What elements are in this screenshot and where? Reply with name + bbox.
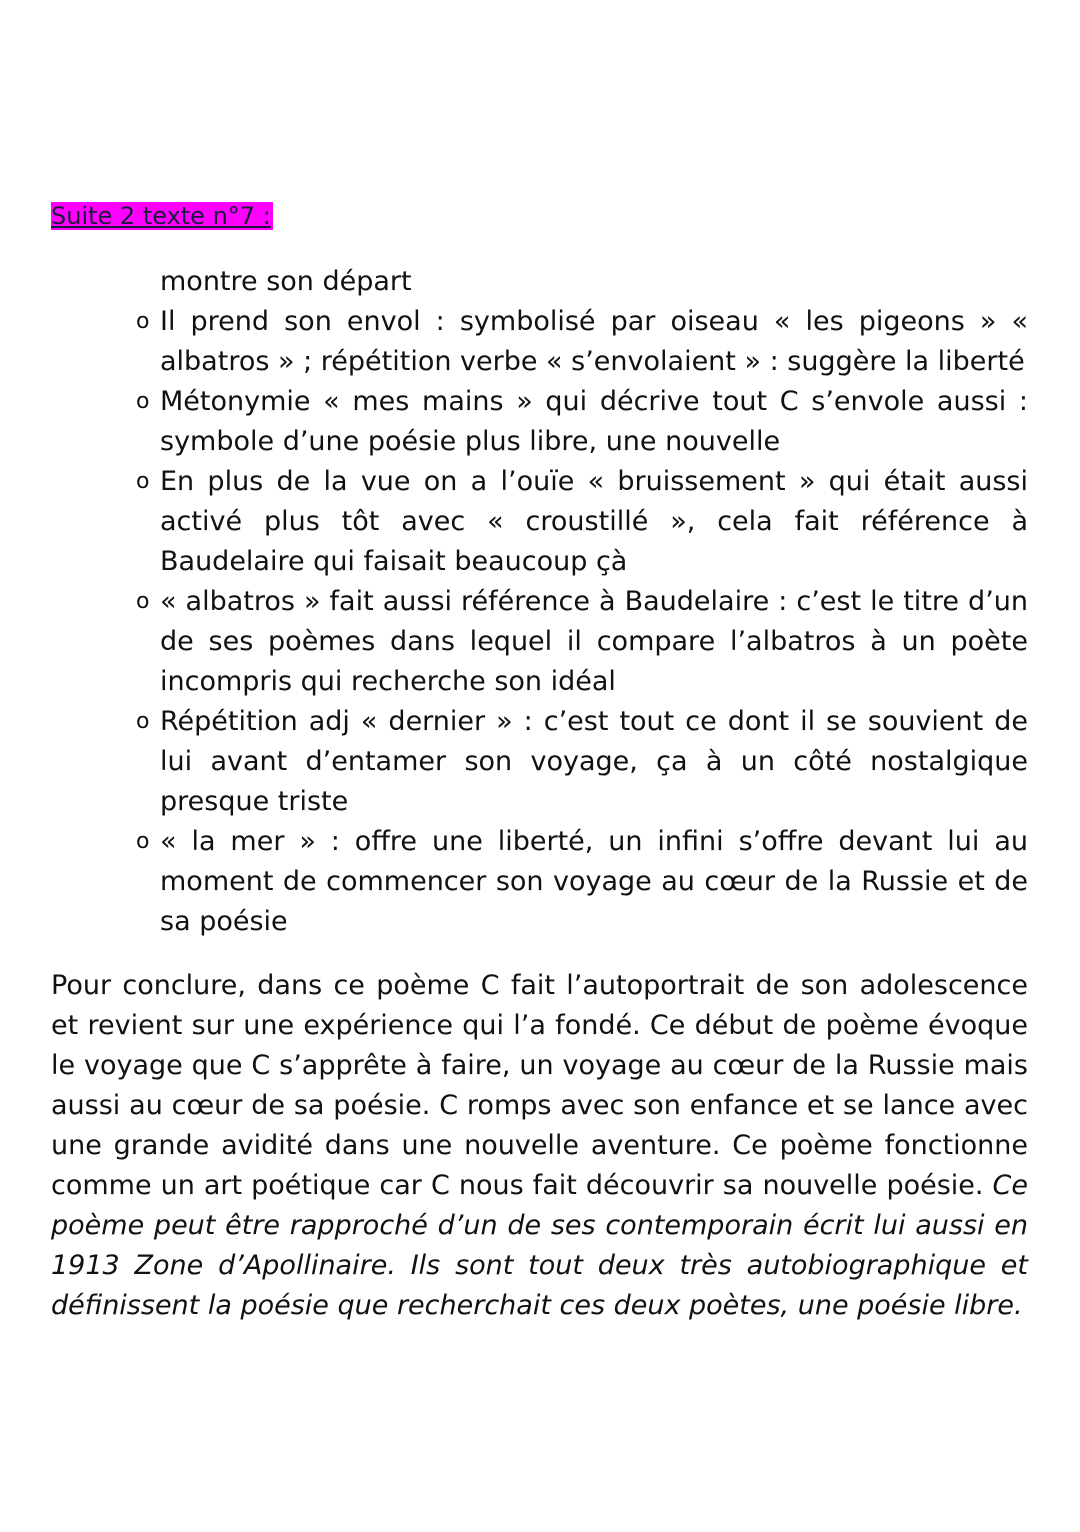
list-item-text: Métonymie « mes mains » qui décrive tout C s’envole aussi : symbole d’une poésie plus libre, une nouvelle: [160, 386, 1028, 457]
conclusion-text: Pour conclure, dans ce poème C fait l’autoportrait de son adolescence et revient sur une expérience qui l’a fondé. Ce début de poème évoque le voyage que C s’apprête à faire, un voyage au cœur de la Russie mais aussi au cœur de sa poésie. C romps avec son enfance et se lance avec une grande avidité dans une nouvelle aventure. Ce poème fonctionne comme un art poétique car C nous fait découvrir sa nouvelle poésie.: [51, 970, 1028, 1201]
continuation-line: montre son départ: [160, 266, 412, 297]
conclusion-paragraph: [51, 966, 1028, 1326]
list-item-text: « albatros » fait aussi référence à Baudelaire : c’est le titre d’un de ses poèmes dans lequel il compare l’albatros à un poète incompris qui recherche son idéal: [160, 586, 1028, 697]
list-item: [136, 702, 1028, 822]
list-item: [136, 302, 1028, 382]
highlighted-heading-text: Suite 2 texte n°7 :: [51, 202, 271, 230]
conclusion-italic-text: Ce poème peut être rapproché d’un de ses contemporain écrit lui aussi en 1913 Zone d’Apollinaire. Ils sont tout deux très autobiographique et définissent la poésie que recherchait ces deux poètes, une poésie libre.: [51, 1170, 1028, 1321]
list-item: [136, 462, 1028, 582]
bullet-marker-icon: o: [136, 829, 150, 854]
bullet-list: [136, 262, 1028, 942]
section-heading: [51, 196, 273, 236]
bullet-marker-icon: o: [136, 589, 150, 614]
list-item: [136, 822, 1028, 942]
list-item: [136, 582, 1028, 702]
list-item-text: En plus de la vue on a l’ouïe « bruissement » qui était aussi activé plus tôt avec « croustillé », cela fait référence à Baudelaire qui faisait beaucoup çà: [160, 466, 1028, 577]
list-item-text: « la mer » : offre une liberté, un infini s’offre devant lui au moment de commencer son voyage au cœur de la Russie et de sa poésie: [160, 826, 1028, 937]
list-item-text: Il prend son envol : symbolisé par oiseau « les pigeons » « albatros » ; répétition verbe « s’envolaient » : suggère la liberté: [160, 306, 1028, 377]
bullet-marker-icon: o: [136, 389, 150, 414]
bullet-marker-icon: o: [136, 709, 150, 734]
list-item-text: Répétition adj « dernier » : c’est tout ce dont il se souvient de lui avant d’entamer son voyage, ça à un côté nostalgique presque triste: [160, 706, 1028, 817]
bullet-marker-icon: o: [136, 469, 150, 494]
list-item: [136, 382, 1028, 462]
bullet-marker-icon: o: [136, 309, 150, 334]
